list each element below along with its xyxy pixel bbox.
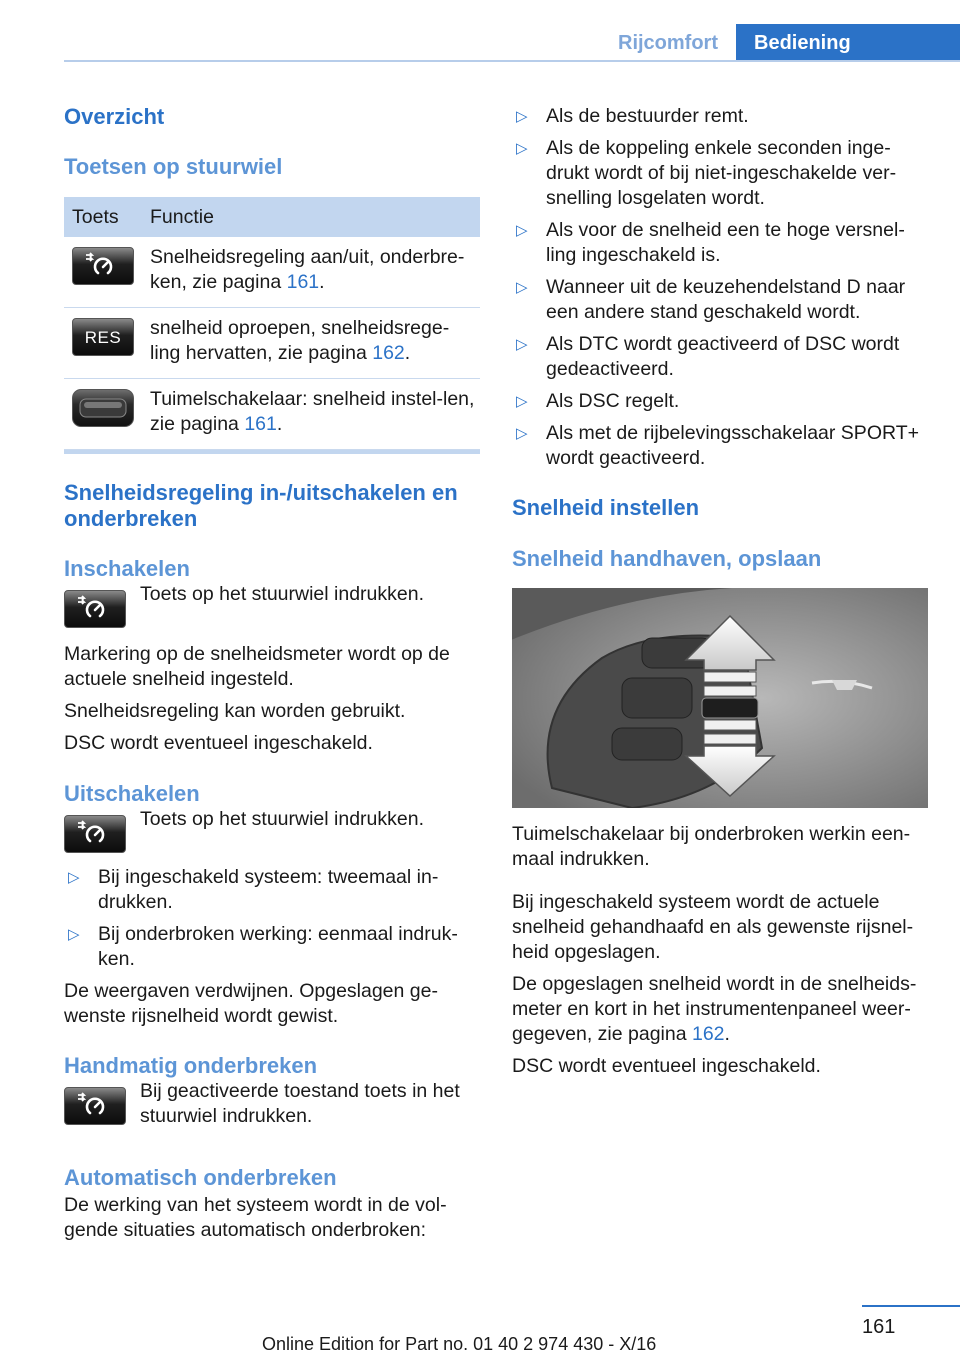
row-function-text: Snelheidsregeling aan/uit, onderbre-ken, zie pagina 161. — [148, 237, 480, 308]
triangle-bullet-icon: ▷ — [516, 140, 528, 157]
heading-auto-interrupt: Automatisch onderbreken — [64, 1165, 337, 1190]
manual-interrupt-text: Bij geactiveerde toestand toets in het stuurwiel indrukken. — [140, 1080, 460, 1127]
table-bottom-rule — [64, 450, 480, 454]
triangle-bullet-icon: ▷ — [516, 393, 528, 410]
manual-interrupt-row — [64, 1079, 480, 1129]
cruise-control-icon — [64, 1087, 126, 1125]
header-section-tab[interactable]: Rijcomfort — [618, 32, 718, 54]
list-item: ▷ Wanneer uit de keuzehendelstand D naar een andere stand geschakeld wordt. — [516, 276, 906, 323]
paragraph-speed-stored: Bij ingeschakeld systeem wordt de actuele snelheid gehandhaafd en als gewenste rijsnel-heid opgeslagen. — [512, 891, 914, 963]
cruise-control-icon — [64, 815, 126, 853]
list-item: ▷ Bij ingeschakeld systeem: tweemaal in-drukken. — [68, 866, 439, 913]
header-divider — [64, 60, 960, 62]
triangle-bullet-icon: ▷ — [516, 336, 528, 353]
triangle-bullet-icon: ▷ — [516, 222, 528, 239]
left-column — [64, 100, 480, 1243]
keys-table-header — [64, 197, 480, 237]
paragraph-usable: Snelheidsregeling kan worden gebruikt. — [64, 700, 406, 722]
table-row — [64, 308, 480, 379]
page-link[interactable]: 162 — [691, 1023, 725, 1045]
steering-wheel-rocker-photo — [512, 588, 928, 808]
heading-switch-on: Inschakelen — [64, 556, 190, 581]
paragraph-dsc: DSC wordt eventueel ingeschakeld. — [64, 732, 373, 754]
triangle-bullet-icon: ▷ — [68, 926, 80, 943]
footer-divider — [862, 1305, 960, 1307]
switch-on-row — [64, 582, 480, 628]
heading-switch-off: Uitschakelen — [64, 781, 200, 806]
switch-off-row — [64, 807, 480, 853]
list-item: ▷ Bij onderbroken werking: eenmaal indruk-ken. — [68, 923, 458, 970]
list-item: ▷ Als voor de snelheid een te hoge versnel-ling ingeschakeld is. — [516, 219, 905, 266]
triangle-bullet-icon: ▷ — [68, 869, 80, 886]
triangle-bullet-icon: ▷ — [516, 108, 528, 125]
paragraph-display-off: De weergaven verdwijnen. Opgeslagen ge-wenste rijsnelheid wordt gewist. — [64, 980, 438, 1027]
row-function-text: snelheid oproepen, snelheidsrege-ling hervatten, zie pagina 162. — [148, 308, 480, 379]
heading-overview: Overzicht — [64, 104, 165, 129]
page-link[interactable]: 161 — [286, 271, 320, 293]
table-row — [64, 379, 480, 450]
col-header-function: Functie — [148, 197, 480, 237]
heading-switch-on-off: Snelheidsregeling in-/uitschakelen en onderbreken — [64, 480, 458, 531]
row-function-text: Tuimelschakelaar: snelheid instel-len, zie pagina 161. — [148, 379, 480, 450]
triangle-bullet-icon: ▷ — [516, 425, 528, 442]
col-header-key: Toets — [64, 197, 148, 237]
auto-interrupt-list — [512, 104, 928, 471]
heading-set-speed: Snelheid instellen — [512, 495, 700, 520]
paragraph-marker: Markering op de snelheidsmeter wordt op de actuele snelheid ingesteld. — [64, 643, 450, 690]
keys-table — [64, 197, 480, 450]
heading-keep-speed: Snelheid handhaven, opslaan — [512, 546, 822, 571]
paragraph-speed-display: De opgeslagen snelheid wordt in de snelheids-meter en kort in het instrumentenpaneel weer-gegeven, zie pagina 162. — [512, 973, 917, 1045]
rocker-switch-icon — [72, 389, 134, 427]
switch-off-list — [64, 865, 480, 972]
cruise-control-icon — [72, 247, 134, 285]
footer-edition: Online Edition for Part no. 01 40 2 974 430 - X/16 — [262, 1334, 657, 1354]
cruise-control-icon — [64, 590, 126, 628]
switch-off-text: Toets op het stuurwiel indrukken. — [140, 808, 424, 830]
table-row — [64, 237, 480, 308]
page-link[interactable]: 162 — [372, 342, 405, 364]
page-link[interactable]: 161 — [244, 413, 277, 435]
paragraph-dsc-right: DSC wordt eventueel ingeschakeld. — [512, 1055, 821, 1077]
paragraph-rocker-once: Tuimelschakelaar bij onderbroken werkin een-maal indrukken. — [512, 823, 911, 870]
right-column — [512, 100, 928, 1079]
triangle-bullet-icon: ▷ — [516, 279, 528, 296]
header-chapter-tab[interactable]: Bediening — [736, 24, 960, 62]
page-number: 161 — [862, 1316, 896, 1338]
list-item: ▷ Als de bestuurder remt. — [516, 105, 749, 127]
list-item: ▷ Als de koppeling enkele seconden inge-drukt wordt of bij niet-ingeschakelde ver-snelling losgelaten wordt. — [516, 137, 897, 209]
heading-steering-keys: Toetsen op stuurwiel — [64, 154, 283, 179]
list-item: ▷ Als DTC wordt geactiveerd of DSC wordt gedeactiveerd. — [516, 333, 900, 380]
res-button-icon: RES — [72, 318, 134, 356]
heading-manual-interrupt: Handmatig onderbreken — [64, 1053, 318, 1078]
list-item: ▷ Als met de rijbelevingsschakelaar SPORT+ wordt geactiveerd. — [516, 422, 920, 469]
auto-interrupt-text: De werking van het systeem wordt in de vol-gende situaties automatisch onderbroken: — [64, 1194, 447, 1241]
list-item: ▷ Als DSC regelt. — [516, 390, 680, 412]
switch-on-text: Toets op het stuurwiel indrukken. — [140, 583, 424, 605]
